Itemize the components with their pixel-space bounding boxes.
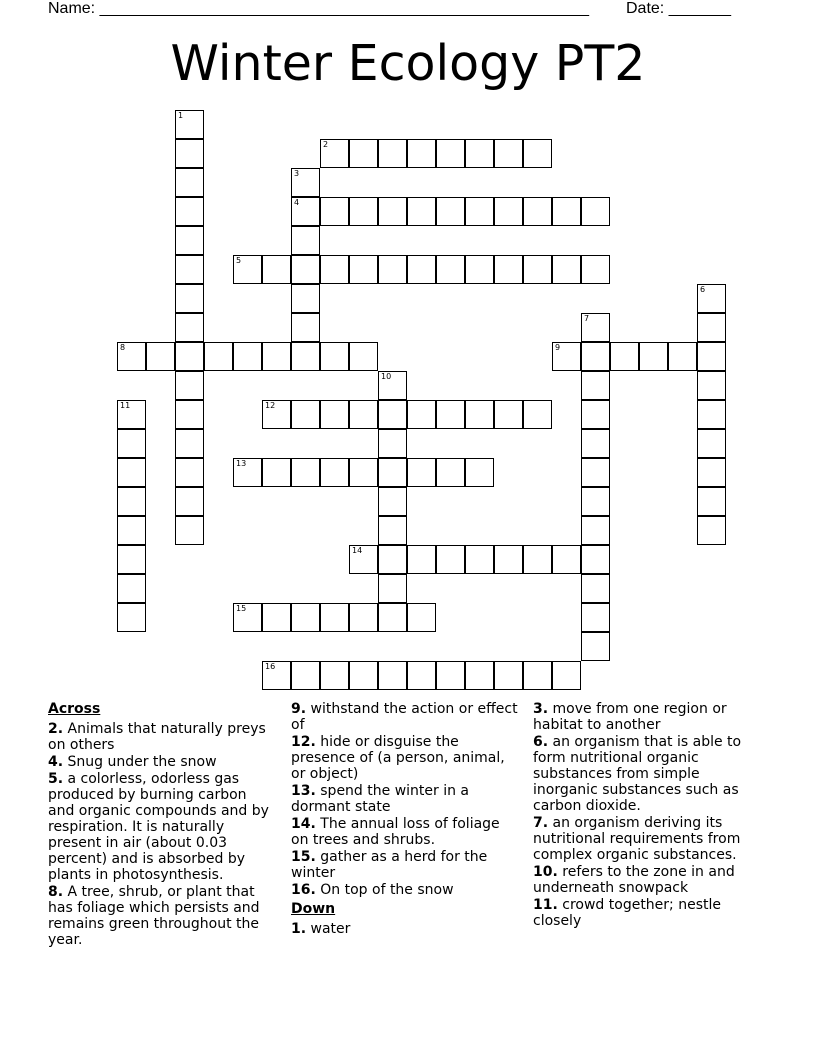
- clue-item: [291, 701, 519, 733]
- grid-cell[interactable]: [117, 400, 146, 429]
- grid-cell[interactable]: [581, 429, 610, 458]
- grid-cell[interactable]: [175, 487, 204, 516]
- cell-number: 3: [294, 169, 300, 178]
- grid-cell[interactable]: [523, 197, 552, 226]
- grid-cell[interactable]: [407, 400, 436, 429]
- grid-cell[interactable]: [175, 516, 204, 545]
- clue-item: [48, 771, 276, 883]
- clue-item: [291, 783, 519, 815]
- grid-cell[interactable]: [175, 371, 204, 400]
- clue-text: water: [306, 921, 351, 937]
- clues-column-3: [533, 701, 765, 930]
- grid-cell[interactable]: [175, 458, 204, 487]
- clue-number: 11.: [533, 897, 558, 913]
- grid-cell[interactable]: [291, 342, 320, 371]
- down-clue-list: [291, 921, 519, 937]
- grid-cell[interactable]: [262, 400, 291, 429]
- cell-number: 15: [236, 604, 247, 613]
- clue-item: [533, 864, 765, 896]
- cell-number: 6: [700, 285, 706, 294]
- clue-text: gather as a herd for the winter: [291, 849, 488, 881]
- grid-cell[interactable]: [378, 487, 407, 516]
- clue-text: Snug under the snow: [63, 754, 217, 770]
- grid-cell[interactable]: [494, 139, 523, 168]
- clue-item: [533, 897, 765, 929]
- grid-cell[interactable]: [407, 255, 436, 284]
- grid-cell[interactable]: [378, 429, 407, 458]
- grid-cell[interactable]: [436, 661, 465, 690]
- grid-cell[interactable]: [291, 197, 320, 226]
- grid-cell[interactable]: [291, 400, 320, 429]
- grid-cell[interactable]: [581, 574, 610, 603]
- clue-number: 12.: [291, 734, 316, 750]
- grid-cell[interactable]: [175, 226, 204, 255]
- grid-cell[interactable]: [436, 545, 465, 574]
- clue-number: 9.: [291, 701, 307, 717]
- grid-cell[interactable]: [175, 313, 204, 342]
- grid-cell[interactable]: [465, 197, 494, 226]
- grid-cell[interactable]: [349, 139, 378, 168]
- grid-cell[interactable]: [262, 661, 291, 690]
- grid-cell[interactable]: [262, 458, 291, 487]
- grid-cell[interactable]: [465, 458, 494, 487]
- grid-cell[interactable]: [523, 255, 552, 284]
- grid-cell[interactable]: [407, 661, 436, 690]
- clue-number: 4.: [48, 754, 64, 770]
- grid-cell[interactable]: [117, 516, 146, 545]
- cell-number: 16: [265, 662, 276, 671]
- grid-cell[interactable]: [349, 342, 378, 371]
- grid-cell[interactable]: [697, 429, 726, 458]
- grid-cell[interactable]: [117, 458, 146, 487]
- grid-cell[interactable]: [581, 342, 610, 371]
- grid-cell[interactable]: [320, 661, 349, 690]
- grid-cell[interactable]: [407, 458, 436, 487]
- grid-cell[interactable]: [581, 487, 610, 516]
- clue-item: [291, 849, 519, 881]
- grid-cell[interactable]: [697, 342, 726, 371]
- clue-text: a colorless, odorless gas produced by burning carbon and organic compounds and by respiration. It is naturally present in air (about 0.03 percent) and is absorbed by plants in photosynthesis.: [48, 771, 269, 883]
- clue-number: 8.: [48, 884, 64, 900]
- grid-cell[interactable]: [233, 255, 262, 284]
- grid-cell[interactable]: [581, 458, 610, 487]
- grid-cell[interactable]: [494, 255, 523, 284]
- clue-item: [533, 734, 765, 814]
- clue-text: The annual loss of foliage on trees and shrubs.: [291, 816, 500, 848]
- clue-number: 7.: [533, 815, 549, 831]
- name-field-label: Name: _______________________________________________________: [48, 0, 589, 17]
- grid-cell[interactable]: [378, 574, 407, 603]
- grid-cell[interactable]: [436, 197, 465, 226]
- across-heading: Across: [48, 701, 101, 717]
- grid-cell[interactable]: [117, 574, 146, 603]
- cell-number: 1: [178, 111, 184, 120]
- grid-cell[interactable]: [291, 661, 320, 690]
- grid-cell[interactable]: [320, 342, 349, 371]
- clue-text: withstand the action or effect of: [291, 701, 518, 733]
- grid-cell[interactable]: [697, 458, 726, 487]
- grid-cell[interactable]: [233, 603, 262, 632]
- grid-cell[interactable]: [320, 603, 349, 632]
- grid-cell[interactable]: [378, 516, 407, 545]
- date-field-label: Date: _______: [626, 0, 731, 17]
- grid-cell[interactable]: [494, 400, 523, 429]
- clue-number: 5.: [48, 771, 64, 787]
- clue-item: [48, 721, 276, 753]
- grid-cell[interactable]: [494, 545, 523, 574]
- grid-cell[interactable]: [349, 255, 378, 284]
- grid-cell[interactable]: [697, 400, 726, 429]
- clue-text: an organism that is able to form nutritional organic substances from simple inorganic substances such as carbon dioxide.: [533, 734, 742, 814]
- grid-cell[interactable]: [175, 400, 204, 429]
- grid-cell[interactable]: [581, 545, 610, 574]
- clue-number: 14.: [291, 816, 316, 832]
- grid-cell[interactable]: [697, 313, 726, 342]
- grid-cell[interactable]: [378, 197, 407, 226]
- cell-number: 11: [120, 401, 131, 410]
- grid-cell[interactable]: [349, 458, 378, 487]
- grid-cell[interactable]: [146, 342, 175, 371]
- grid-cell[interactable]: [175, 197, 204, 226]
- grid-cell[interactable]: [581, 632, 610, 661]
- clue-text: crowd together; nestle closely: [533, 897, 721, 929]
- grid-cell[interactable]: [291, 313, 320, 342]
- grid-cell[interactable]: [697, 516, 726, 545]
- grid-cell[interactable]: [465, 139, 494, 168]
- clue-text: refers to the zone in and underneath snowpack: [533, 864, 735, 896]
- grid-cell[interactable]: [320, 255, 349, 284]
- clue-text: A tree, shrub, or plant that has foliage which persists and remains green throughout the year.: [48, 884, 260, 948]
- clue-text: hide or disguise the presence of (a person, animal, or object): [291, 734, 505, 782]
- clue-text: spend the winter in a dormant state: [291, 783, 470, 815]
- grid-cell[interactable]: [291, 168, 320, 197]
- clue-number: 6.: [533, 734, 549, 750]
- grid-cell[interactable]: [175, 168, 204, 197]
- grid-cell[interactable]: [320, 197, 349, 226]
- clue-number: 10.: [533, 864, 558, 880]
- clue-item: [291, 734, 519, 782]
- grid-cell[interactable]: [320, 139, 349, 168]
- grid-cell[interactable]: [233, 342, 262, 371]
- grid-cell[interactable]: [378, 545, 407, 574]
- grid-cell[interactable]: [175, 429, 204, 458]
- grid-cell[interactable]: [320, 400, 349, 429]
- grid-cell[interactable]: [291, 458, 320, 487]
- grid-cell[interactable]: [262, 255, 291, 284]
- grid-cell[interactable]: [378, 458, 407, 487]
- grid-cell[interactable]: [117, 342, 146, 371]
- grid-cell[interactable]: [175, 139, 204, 168]
- grid-cell[interactable]: [262, 342, 291, 371]
- grid-cell[interactable]: [697, 371, 726, 400]
- grid-cell[interactable]: [349, 661, 378, 690]
- grid-cell[interactable]: [175, 342, 204, 371]
- grid-cell[interactable]: [668, 342, 697, 371]
- clue-text: Animals that naturally preys on others: [48, 721, 266, 753]
- grid-cell[interactable]: [465, 255, 494, 284]
- cell-number: 5: [236, 256, 242, 265]
- clue-item: [48, 754, 276, 770]
- grid-cell[interactable]: [465, 661, 494, 690]
- clue-number: 13.: [291, 783, 316, 799]
- clue-text: move from one region or habitat to another: [533, 701, 727, 733]
- clue-text: an organism deriving its nutritional requirements from complex organic substances.: [533, 815, 741, 863]
- down-clue-list-continued: [533, 701, 765, 929]
- grid-cell[interactable]: [436, 139, 465, 168]
- grid-cell[interactable]: [291, 284, 320, 313]
- grid-cell[interactable]: [552, 342, 581, 371]
- across-clue-list: [48, 721, 276, 948]
- grid-cell[interactable]: [378, 661, 407, 690]
- grid-cell[interactable]: [175, 255, 204, 284]
- grid-cell[interactable]: [494, 661, 523, 690]
- grid-cell[interactable]: [291, 603, 320, 632]
- grid-cell[interactable]: [349, 400, 378, 429]
- page-title: Winter Ecology PT2: [170, 35, 646, 92]
- clue-number: 2.: [48, 721, 64, 737]
- clue-item: [533, 815, 765, 863]
- grid-cell[interactable]: [697, 487, 726, 516]
- grid-cell[interactable]: [175, 110, 204, 139]
- grid-cell[interactable]: [378, 255, 407, 284]
- grid-cell[interactable]: [204, 342, 233, 371]
- grid-cell[interactable]: [581, 516, 610, 545]
- grid-cell[interactable]: [639, 342, 668, 371]
- grid-cell[interactable]: [378, 400, 407, 429]
- grid-cell[interactable]: [407, 603, 436, 632]
- grid-cell[interactable]: [407, 197, 436, 226]
- clue-item: [533, 701, 765, 733]
- grid-cell[interactable]: [117, 545, 146, 574]
- clues-column-1: [48, 701, 276, 949]
- clue-text: On top of the snow: [315, 882, 454, 898]
- grid-cell[interactable]: [117, 487, 146, 516]
- grid-cell[interactable]: [523, 545, 552, 574]
- grid-cell[interactable]: [233, 458, 262, 487]
- grid-cell[interactable]: [407, 139, 436, 168]
- grid-cell[interactable]: [378, 603, 407, 632]
- clue-number: 3.: [533, 701, 549, 717]
- grid-cell[interactable]: [523, 139, 552, 168]
- cell-number: 12: [265, 401, 276, 410]
- grid-cell[interactable]: [436, 400, 465, 429]
- grid-cell[interactable]: [349, 545, 378, 574]
- grid-cell[interactable]: [494, 197, 523, 226]
- grid-cell[interactable]: [407, 545, 436, 574]
- clue-item: [291, 921, 519, 937]
- grid-cell[interactable]: [552, 545, 581, 574]
- grid-cell[interactable]: [552, 197, 581, 226]
- cell-number: 4: [294, 198, 300, 207]
- grid-cell[interactable]: [465, 400, 494, 429]
- down-heading: Down: [291, 901, 336, 917]
- grid-cell[interactable]: [262, 603, 291, 632]
- grid-cell[interactable]: [523, 661, 552, 690]
- cell-number: 10: [381, 372, 392, 381]
- grid-cell[interactable]: [117, 429, 146, 458]
- clue-item: [48, 884, 276, 948]
- grid-cell[interactable]: [581, 197, 610, 226]
- grid-cell[interactable]: [291, 226, 320, 255]
- clue-number: 1.: [291, 921, 307, 937]
- clue-number: 16.: [291, 882, 316, 898]
- grid-cell[interactable]: [581, 603, 610, 632]
- grid-cell[interactable]: [378, 371, 407, 400]
- grid-cell[interactable]: [378, 139, 407, 168]
- grid-cell[interactable]: [610, 342, 639, 371]
- cell-number: 14: [352, 546, 363, 555]
- grid-cell[interactable]: [349, 197, 378, 226]
- cell-number: 13: [236, 459, 247, 468]
- grid-cell[interactable]: [117, 603, 146, 632]
- grid-cell[interactable]: [581, 313, 610, 342]
- grid-cell[interactable]: [523, 400, 552, 429]
- clue-item: [291, 882, 519, 898]
- cell-number: 9: [555, 343, 561, 352]
- cell-number: 2: [323, 140, 329, 149]
- grid-cell[interactable]: [581, 400, 610, 429]
- grid-cell[interactable]: [349, 603, 378, 632]
- grid-cell[interactable]: [697, 284, 726, 313]
- clue-item: [291, 816, 519, 848]
- grid-cell[interactable]: [291, 255, 320, 284]
- across-clue-list-continued: [291, 701, 519, 898]
- cell-number: 8: [120, 343, 126, 352]
- cell-number: 7: [584, 314, 590, 323]
- grid-cell[interactable]: [552, 661, 581, 690]
- grid-cell[interactable]: [175, 284, 204, 313]
- grid-cell[interactable]: [552, 255, 581, 284]
- grid-cell[interactable]: [581, 371, 610, 400]
- clue-number: 15.: [291, 849, 316, 865]
- grid-cell[interactable]: [436, 255, 465, 284]
- grid-cell[interactable]: [581, 255, 610, 284]
- clues-column-2: [291, 701, 519, 938]
- grid-cell[interactable]: [436, 458, 465, 487]
- grid-cell[interactable]: [320, 458, 349, 487]
- grid-cell[interactable]: [465, 545, 494, 574]
